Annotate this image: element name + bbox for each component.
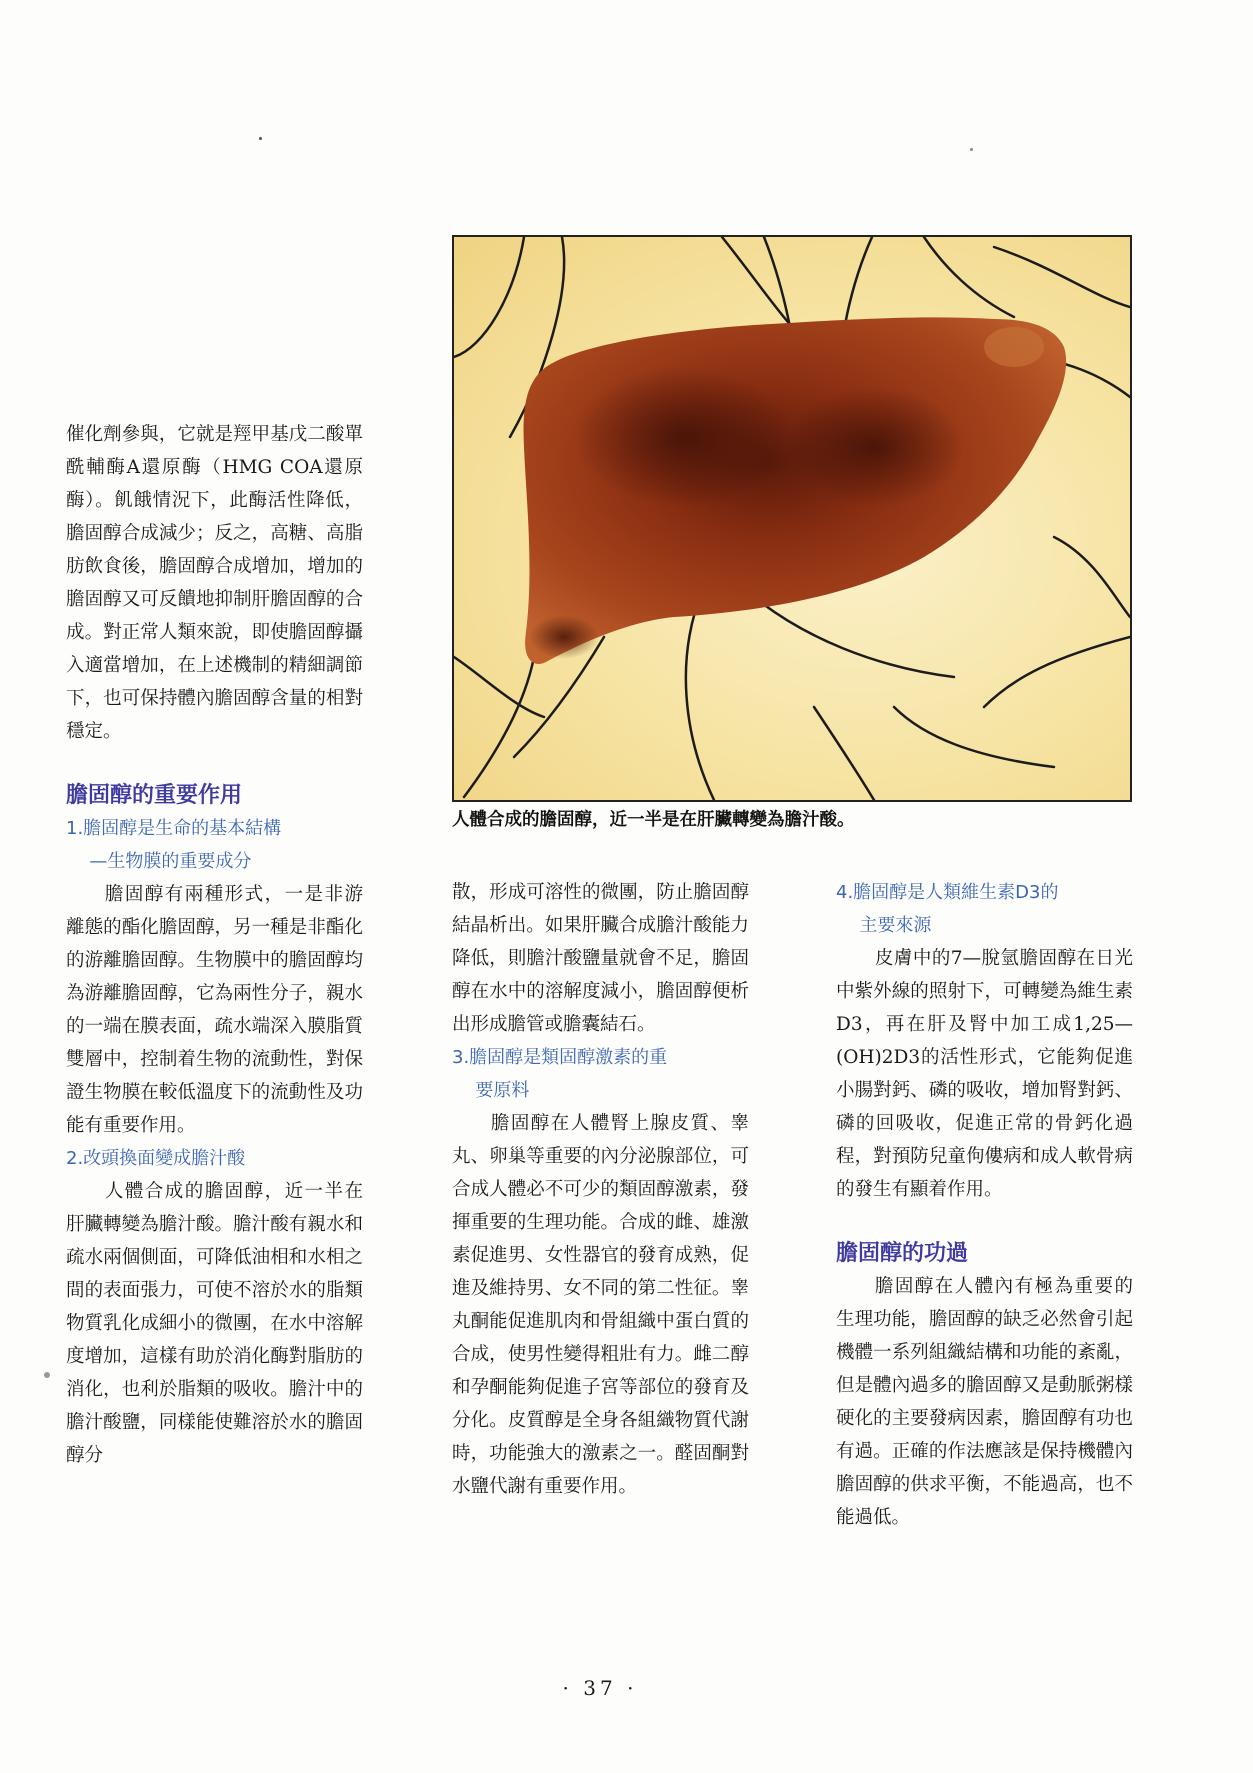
scan-speck — [44, 1372, 50, 1378]
item3-heading — [452, 1041, 749, 1107]
middle-continuation-paragraph: 散，形成可溶性的微團，防止膽固醇結晶析出。如果肝臟合成膽汁酸能力降低，則膽汁酸鹽量就會不足，膽固醇在水中的溶解度減小，膽固醇便析出形成膽管或膽囊結石。 — [452, 882, 749, 1035]
section2-paragraph: 膽固醇在人體內有極為重要的生理功能，膽固醇的缺乏必然會引起機體一系列組織結構和功能的紊亂，但是體內過多的膽固醇又是動脈粥樣硬化的主要發病因素，膽固醇有功也有過。正確的作法應該是保持機體內膽固醇的供求平衡，不能過高，也不能過低。 — [836, 1276, 1133, 1528]
item4-heading-line2: 主要來源 — [859, 915, 932, 936]
scan-speck — [259, 137, 262, 140]
item3-heading-line1: 3.膽固醇是類固醇激素的重 — [452, 1047, 668, 1068]
middle-column — [452, 876, 749, 1503]
item4-heading — [836, 876, 1133, 942]
figure-caption: 人體合成的膽固醇，近一半是在肝臟轉變為膽汁酸。 — [452, 810, 855, 830]
item2-paragraph: 人體合成的膽固醇，近一半在肝臟轉變為膽汁酸。膽汁酸有親水和疏水兩個側面，可降低油相和水相之間的表面張力，可使不溶於水的脂類物質乳化成細小的微團，在水中溶解度增加，這樣有助於消化酶對脂肪的消化，也利於脂類的吸收。膽汁中的膽汁酸鹽，同樣能使難溶於水的膽固醇分 — [66, 1181, 363, 1466]
intro-paragraph: 催化劑參與，它就是羥甲基戊二酸單酰輔酶A還原酶（HMG COA還原酶）。飢餓情況下，此酶活性降低，膽固醇合成減少；反之，高糖、高脂肪飲食後，膽固醇合成增加，增加的膽固醇又可反饋地抑制肝膽固醇的合成。對正常人類來說，即使膽固醇攝入適當增加，在上述機制的精細調節下，也可保持體內膽固醇含量的相對穩定。 — [66, 424, 363, 742]
page-number: · 37 · — [562, 1676, 638, 1700]
item1-paragraph: 膽固醇有兩種形式，一是非游離態的酯化膽固醇，另一種是非酯化的游離膽固醇。生物膜中的膽固醇均為游離膽固醇，它為兩性分子，親水的一端在膜表面，疏水端深入膜脂質雙層中，控制着生物的流動性，對保證生物膜在較低溫度下的流動性及功能有重要作用。 — [66, 884, 363, 1136]
item1-heading-line2: —生物膜的重要成分 — [89, 851, 252, 872]
liver-illustration — [452, 235, 1132, 802]
item2-heading: 2.改頭換面變成膽汁酸 — [66, 1148, 246, 1169]
right-column — [836, 876, 1133, 1534]
section-title-merits-demerits: 膽固醇的功過 — [836, 1240, 969, 1266]
liver-shape — [524, 317, 1067, 664]
item4-paragraph: 皮膚中的7—脫氫膽固醇在日光中紫外線的照射下，可轉變為維生素D3，再在肝及腎中加工成1,25—(OH)2D3的活性形式，它能夠促進小腸對鈣、磷的吸收，增加腎對鈣、磷的回吸收，促進正常的骨鈣化過程，對預防兒童佝僂病和成人軟骨病的發生有顯着作用。 — [836, 948, 1133, 1200]
scan-speck — [970, 148, 973, 151]
item3-heading-line2: 要原料 — [475, 1080, 530, 1101]
item1-heading-line1: 1.膽固醇是生命的基本結構 — [66, 818, 282, 839]
item4-heading-line1: 4.膽固醇是人類維生素D3的 — [836, 882, 1059, 903]
item1-heading — [66, 812, 363, 878]
item3-paragraph: 膽固醇在人體腎上腺皮質、睾丸、卵巢等重要的內分泌腺部位，可合成人體必不可少的類固醇激素，發揮重要的生理功能。合成的雌、雄激素促進男、女性器官的發育成熟，促進及維持男、女不同的第二性征。睾丸酮能促進肌肉和骨組織中蛋白質的合成，使男性變得粗壯有力。雌二醇和孕酮能夠促進子宮等部位的發育及分化。皮質醇是全身各組織物質代謝時，功能強大的激素之一。醛固酮對水鹽代謝有重要作用。 — [452, 1113, 749, 1497]
section-title-important-roles: 膽固醇的重要作用 — [66, 782, 243, 808]
liver-drawing — [454, 237, 1130, 800]
left-column — [66, 418, 363, 1472]
